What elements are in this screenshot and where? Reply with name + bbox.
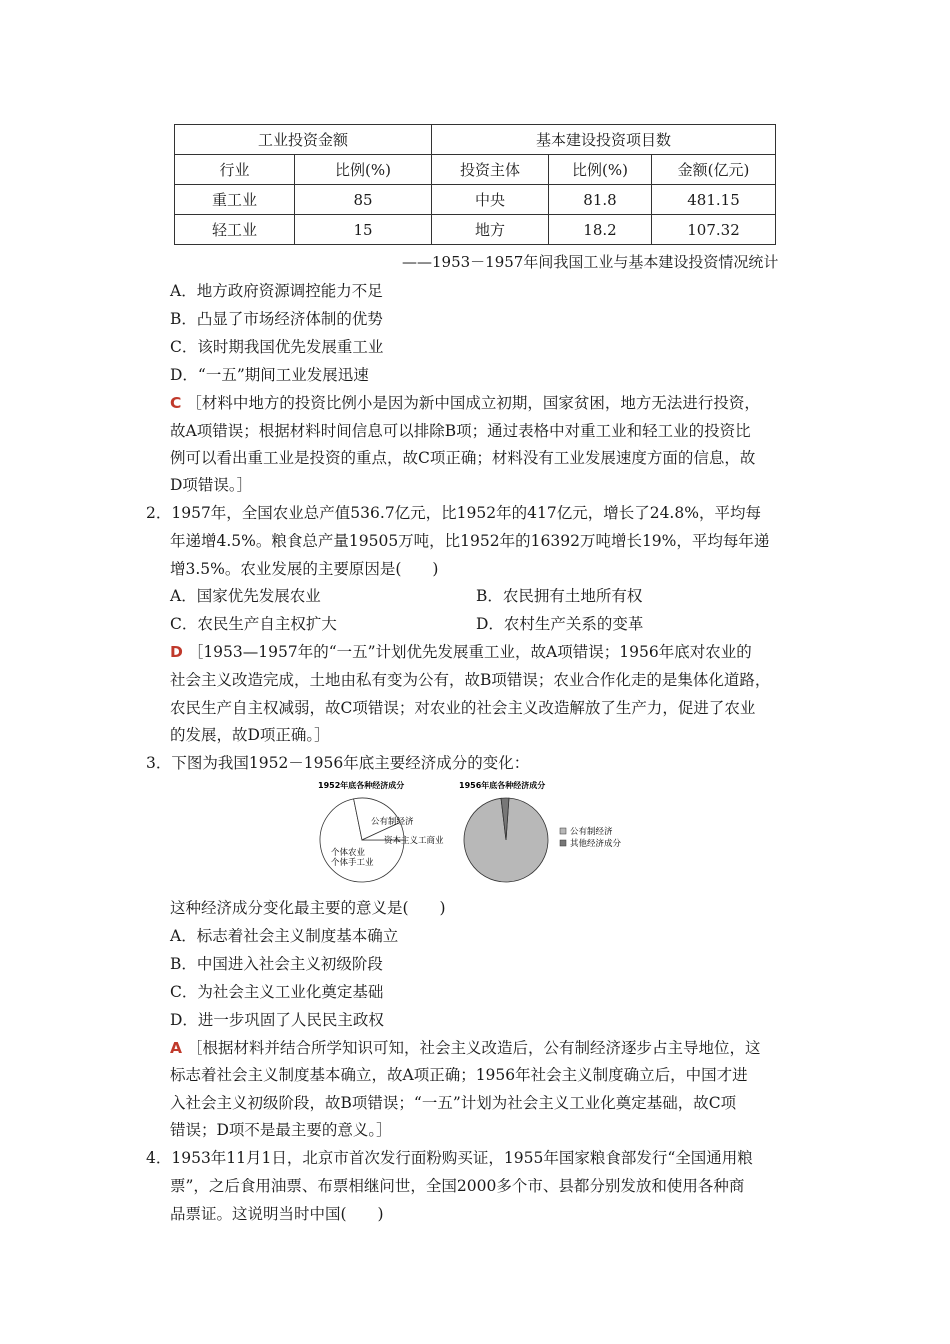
q3-option-d: D．进一步巩固了人民民主政权 (170, 1011, 384, 1029)
legend-swatch-public (560, 828, 566, 834)
table-cell: 81.8 (549, 185, 652, 215)
q1-option-d: D．“一五”期间工业发展迅速 (170, 366, 369, 384)
table-cell: 15 (295, 215, 432, 245)
q1-explanation-line: D项错误。］ (170, 476, 253, 494)
table-header: 比例(%) (549, 155, 652, 185)
q2-explanation-line: D ［1953—1957年的“一五”计划优先发展重工业，故A项错误；1956年底对农业的 (170, 643, 752, 661)
q2-option-c: C．农民生产自主权扩大 (170, 615, 337, 633)
table-cell: 18.2 (549, 215, 652, 245)
q3-explanation-line: A ［根据材料并结合所学知识可知，社会主义改造后，公有制经济逐步占主导地位，这 (170, 1039, 761, 1057)
table-header: 投资主体 (432, 155, 549, 185)
q4-stem: 品票证。这说明当时中国( ) (170, 1205, 384, 1223)
legend-label-public: 公有制经济 (570, 827, 613, 837)
q2-option-a: A．国家优先发展农业 (170, 587, 321, 605)
q3-explanation-line: 入社会主义初级阶段，故B项错误；“一五”计划为社会主义工业化奠定基础，故C项 (170, 1094, 737, 1112)
q1-option-b: B．凸显了市场经济体制的优势 (170, 310, 383, 328)
q2-explanation-line: 农民生产自主权减弱，故C项错误；对农业的社会主义改造解放了生产力，促进了农业 (170, 699, 756, 717)
table-cell: 107.32 (652, 215, 776, 245)
q2-stem: 2．1957年，全国农业总产值536.7亿元，比1952年的417亿元，增长了24.8%，平均每 (146, 504, 761, 522)
pie1-label-public: 公有制经济 (371, 817, 414, 827)
q3-stem: 3．下图为我国1952－1956年底主要经济成分的变化： (146, 754, 530, 772)
q2-option-d: D．农村生产关系的变革 (476, 615, 644, 633)
q3-explanation-line: 错误；D项不是最主要的意义。］ (170, 1121, 392, 1139)
table-group-header: 工业投资金额 (175, 125, 432, 155)
table-cell: 中央 (432, 185, 549, 215)
pie-1956 (464, 798, 548, 882)
q3-option-c: C．为社会主义工业化奠定基础 (170, 983, 384, 1001)
q1-answer: C (170, 394, 182, 412)
table-cell: 481.15 (652, 185, 776, 215)
pie1-label-capitalist: 资本主义工商业 (384, 836, 444, 846)
q1-option-a: A．地方政府资源调控能力不足 (170, 282, 383, 300)
q3-option-b: B．中国进入社会主义初级阶段 (170, 955, 383, 973)
q3-option-a: A．标志着社会主义制度基本确立 (170, 927, 399, 945)
table-header: 金额(亿元) (652, 155, 776, 185)
q2-option-b: B．农民拥有土地所有权 (476, 587, 643, 605)
legend-swatch-other (560, 840, 566, 846)
q1-explanation-line: 例可以看出重工业是投资的重点，故C项正确；材料没有工业发展速度方面的信息，故 (170, 449, 756, 467)
economy-pie-charts (314, 776, 644, 886)
q4-stem: 票”，之后食用油票、布票相继问世，全国2000多个市、县都分别发放和使用各种商 (170, 1177, 745, 1195)
table-group-header: 基本建设投资项目数 (432, 125, 776, 155)
q2-stem: 年递增4.5%。粮食总产量19505万吨，比1952年的16392万吨增长19%，平均每年递 (170, 532, 770, 550)
table-header: 行业 (175, 155, 295, 185)
q2-explanation-line: 社会主义改造完成，土地由私有变为公有，故B项错误；农业合作化走的是集体化道路， (170, 671, 771, 689)
table-row (175, 215, 776, 245)
q3-explanation-line: 标志着社会主义制度基本确立，故A项正确；1956年社会主义制度确立后，中国才进 (170, 1066, 748, 1084)
q3-answer: A (170, 1039, 182, 1057)
chart-title-1956: 1956年底各种经济成分 (459, 781, 546, 790)
table-header: 比例(%) (295, 155, 432, 185)
q1-option-c: C．该时期我国优先发展重工业 (170, 338, 384, 356)
table-row (175, 185, 776, 215)
investment-table (174, 124, 776, 245)
table-cell: 地方 (432, 215, 549, 245)
q2-explanation-line: 的发展，故D项正确。］ (170, 726, 330, 744)
q2-answer: D (170, 643, 183, 661)
legend-label-other: 其他经济成分 (570, 839, 622, 849)
q4-stem: 4．1953年11月1日，北京市首次发行面粉购买证，1955年国家粮食部发行“全国通用粮 (146, 1149, 753, 1167)
q3-question: 这种经济成分变化最主要的意义是( ) (170, 899, 446, 917)
pie1-label-individual: 个体农业 个体手工业 (331, 848, 374, 868)
q1-explanation-line: C ［材料中地方的投资比例小是因为新中国成立初期，国家贫困，地方无法进行投资， (170, 394, 760, 412)
table-source: ——1953－1957年间我国工业与基本建设投资情况统计 (402, 253, 779, 271)
q2-stem: 增3.5%。农业发展的主要原因是( ) (170, 560, 439, 578)
q1-explanation-line: 故A项错误；根据材料时间信息可以排除B项；通过表格中对重工业和轻工业的投资比 (170, 422, 751, 440)
table-cell: 重工业 (175, 185, 295, 215)
table-cell: 85 (295, 185, 432, 215)
chart-title-1952: 1952年底各种经济成分 (318, 781, 405, 790)
table-cell: 轻工业 (175, 215, 295, 245)
